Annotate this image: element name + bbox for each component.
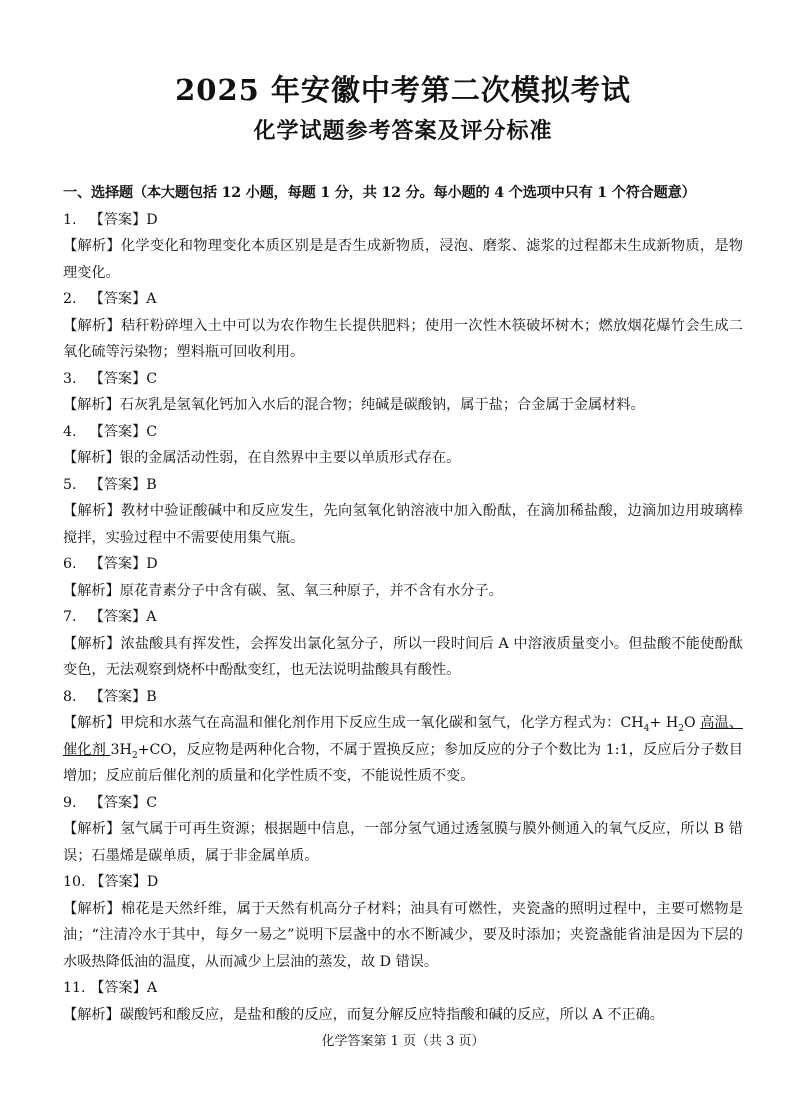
explanation-8 [63,710,743,790]
explanation-text: 教材中验证酸碱中和反应发生，先向氢氧化钠溶液中加入酚酞，在滴加稀盐酸，边滴加边用玻璃棒搅拌，实验过程中不需要使用集气瓶。 [63,503,743,546]
explanation-tag: 【解析】 [63,397,120,413]
section-heading: 一、选择题（本大题包括 12 小题，每题 1 分，共 12 分。每小题的 4 个选项中只有 1 个符合题意） [63,185,696,201]
explanation-text: 秸秆粉碎埋入土中可以为农作物生长提供肥料；使用一次性木筷破坏树木；燃放烟花爆竹会生成二氧化硫等污染物；塑料瓶可回收利用。 [63,317,743,360]
explanation-tag: 【解析】 [63,582,120,599]
explanation-text: 氢气属于可再生资源；根据题中信息，一部分氢气通过透氢膜与膜外侧通入的氧气反应，所以 B 错误；石墨烯是碳单质，属于非金属单质。 [63,821,743,864]
answer-content [63,180,743,1028]
answer-text: 【答案】C [89,370,158,387]
explanation-7 [63,631,743,684]
explanation-tag: 【解析】 [63,238,121,254]
question-number: 8. [63,688,77,705]
explanation-text: 石灰乳是氢氧化钙加入水后的混合物；纯碱是碳酸钠，属于盐；合金属于金属材料。 [119,397,645,413]
answer-line-5 [63,472,743,499]
page-footer: 化学答案第 1 页（共 3 页） [321,1034,485,1049]
answer-line-3 [63,366,743,393]
answer-line-4 [63,419,743,446]
question-number: 3. [63,370,77,387]
explanation-10 [63,896,743,976]
explanation-5 [63,498,743,551]
explanation-2 [63,313,743,366]
explanation-tag: 【解析】 [63,317,121,334]
page-subtitle: 化学试题参考答案及评分标准 [253,118,553,144]
explanation-tag: 【解析】 [63,503,121,519]
explanation-text: 银的金属活动性弱，在自然界中主要以单质形式存在。 [119,450,461,466]
subscript: 2 [131,750,138,761]
question-number: 6. [63,556,77,572]
page-title: 2025 年安徽中考第二次模拟考试 [175,73,631,107]
answer-line-9 [63,790,743,817]
question-number: 7. [63,609,77,625]
answer-line-11 [63,975,743,1002]
question-number: 9. [63,794,77,811]
question-number: 10. [63,874,86,890]
explanation-3 [63,392,743,419]
answer-text: 【答案】A [90,980,158,996]
answer-line-6 [63,551,743,578]
subscript: 4 [643,723,650,734]
explanation-tag: 【解析】 [63,635,121,652]
reaction-condition: 高温、催化剂 [63,715,743,758]
explanation-1 [63,233,743,286]
question-number: 4. [63,423,77,440]
explanation-text: 化学变化和物理变化本质区别是是否生成新物质，浸泡、磨浆、滤浆的过程都未生成新物质，是物理变化。 [63,238,743,281]
explanation-text: + H [649,715,679,731]
answer-text: 【答案】C [89,794,158,811]
answer-text: 【答案】D [90,874,159,890]
answer-text: 【答案】B [89,476,157,493]
answer-line-8 [63,684,743,711]
answer-line-7 [63,604,743,631]
answer-text: 【答案】D [89,211,158,228]
explanation-tag: 【解析】 [63,821,121,837]
question-number: 2. [63,291,77,307]
explanation-text: +CO，反应物是两种化合物，不属于置换反应；参加反应的分子个数比为 1:1，反应后分子数目增加；反应前后催化剂的质量和化学性质不变，不能说性质不变。 [63,741,743,784]
explanation-text: 甲烷和水蒸气在高温和催化剂作用下反应生成一氧化碳和氢气，化学方程式为：CH [120,715,644,731]
explanation-text: 浓盐酸具有挥发性，会挥发出氯化氢分子，所以一段时间后 A 中溶液质量变小。但盐酸不能使酚酞变色，无法观察到烧杯中酚酞变红，也无法说明盐酸具有酸性。 [63,635,743,678]
question-number: 5. [63,476,77,493]
answer-line-10 [63,869,743,896]
explanation-tag: 【解析】 [63,900,121,917]
explanation-text: 棉花是天然纤维，属于天然有机高分子材料；油具有可燃性，夹瓷盏的照明过程中，主要可燃物是油；“注清冷水于其中，每夕一易之”说明下层盏中的水不断减少，要及时添加；夹瓷盏能省油是因为下层的水吸热降低油的温度，从而减少上层油的蒸发，故 D 错误。 [63,900,743,970]
explanation-text: 3H [110,741,132,758]
explanation-11 [63,1002,743,1029]
explanation-tag: 【解析】 [63,450,120,466]
explanation-tag: 【解析】 [63,715,121,731]
answer-text: 【答案】B [89,688,157,705]
answer-text: 【答案】C [89,423,158,440]
explanation-tag: 【解析】 [63,1006,120,1023]
answer-text: 【答案】A [89,609,157,625]
explanation-9 [63,816,743,869]
question-number: 1. [63,211,77,228]
explanation-text: 碳酸钙和酸反应，是盐和酸的反应，而复分解反应特指酸和碱的反应，所以 A 不正确。 [119,1006,664,1023]
explanation-text: O [683,715,701,731]
answer-text: 【答案】A [89,291,157,307]
question-number: 11. [63,980,86,996]
explanation-text: 原花青素分子中含有碳、氢、氧三种原子，并不含有水分子。 [119,582,503,599]
subscript: 2 [678,723,684,734]
answer-line-2 [63,286,743,313]
explanation-6 [63,578,743,605]
answer-text: 【答案】D [89,556,158,572]
answer-line-1 [63,207,743,234]
explanation-4 [63,445,743,472]
